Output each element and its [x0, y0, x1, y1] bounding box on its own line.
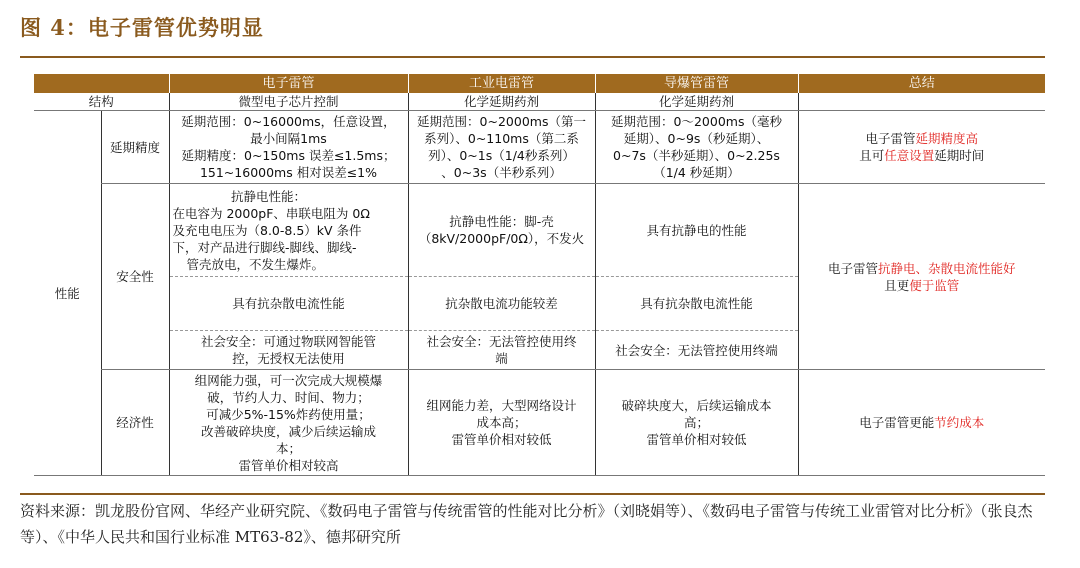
summary-text: 且更	[884, 277, 910, 293]
text-line: 0~7s（半秒延期）、0~2.25s	[613, 148, 780, 163]
economy-industrial	[408, 370, 595, 476]
header-row	[34, 74, 1045, 93]
precision-nonel	[595, 111, 798, 184]
economy-electronic	[169, 370, 408, 476]
safety-row-static	[34, 184, 1045, 277]
text-line: 延期范围：0～2000ms（毫秒	[611, 114, 782, 129]
summary-text: 且可	[859, 148, 885, 163]
safety-label: 安全性	[101, 184, 169, 370]
precision-electronic	[169, 111, 408, 184]
source-note: 资料来源：凯龙股份官网、华经产业研究院、《数码电子雷管与传统雷管的性能对比分析》（刘晓娟等）、《数码电子雷管与传统工业雷管对比分析》（张良杰等）、《中华人民共和国行业标准 MT63-82》、德邦研究所	[20, 502, 1033, 546]
text-line: 雷管单价相对较低	[451, 432, 552, 447]
text-line: 151~16000ms 相对误差≤1%	[199, 165, 378, 180]
structure-industrial: 化学延期药剂	[408, 93, 595, 111]
text-line: 端	[495, 351, 508, 366]
structure-electronic: 微型电子芯片控制	[169, 93, 408, 111]
summary-text: 电子雷管更能	[859, 415, 935, 430]
text-line: 延期范围：0~2000ms（第一	[417, 114, 586, 129]
safety-stray-industrial: 抗杂散电流功能较差	[408, 277, 595, 331]
text-line: 列）、0~1s（1/4秒系列）	[428, 148, 575, 163]
summary-highlight: 节约成本	[934, 415, 985, 430]
text-line: 社会安全：无法管控使用终	[426, 334, 577, 349]
bottom-rule	[20, 493, 1045, 495]
title-rule	[20, 56, 1045, 58]
summary-line	[802, 147, 1043, 164]
text-line: 改善破碎块度，减少后续运输成	[200, 423, 376, 439]
text-line: 下，对产品进行脚线-脚线、脚线-	[172, 239, 357, 255]
summary-line	[802, 277, 1043, 294]
safety-stray-nonel: 具有抗杂散电流性能	[595, 277, 798, 331]
text-line: 高；	[683, 415, 709, 430]
text-line: 雷管单价相对较高	[238, 457, 339, 473]
header-summary: 总结	[798, 74, 1045, 93]
safety-social-industrial	[408, 331, 595, 370]
summary-line	[802, 260, 1043, 277]
safety-summary	[798, 184, 1045, 370]
safety-static-nonel: 具有抗静电的性能	[595, 184, 798, 277]
text-line: （1/4 秒延期）	[653, 165, 740, 180]
text-line: 、0~3s（半秒系列）	[441, 165, 562, 180]
text-line: 社会安全：可通过物联网智能管	[200, 334, 376, 349]
text-line: 组网能力差，大型网络设计	[426, 398, 577, 413]
text-line: 破，节约人力、时间、物力；	[207, 389, 370, 405]
text-line: 系列）、0~110ms（第二系	[424, 131, 579, 146]
header-industrial: 工业电雷管	[408, 74, 595, 93]
structure-nonel: 化学延期药剂	[595, 93, 798, 111]
text-line: 延期）、0~9s（秒延期）、	[623, 131, 770, 146]
summary-text: 延期时间	[934, 148, 985, 163]
economy-nonel	[595, 370, 798, 476]
economy-summary	[798, 370, 1045, 476]
text-line: 抗静电性能：脚-壳	[449, 214, 554, 229]
header-electronic: 电子雷管	[169, 74, 408, 93]
header-blank	[34, 74, 169, 93]
header-nonel: 导爆管雷管	[595, 74, 798, 93]
precision-summary	[798, 111, 1045, 184]
text-line: 及充电电压为（8.0-8.5）kV 条件	[172, 222, 362, 238]
summary-highlight: 抗静电、杂散电流性能好	[878, 260, 1016, 276]
text-line: 可减少5%-15%炸药使用量；	[206, 406, 371, 422]
comparison-table	[34, 74, 1045, 476]
safety-static-electronic	[169, 184, 408, 277]
safety-social-nonel: 社会安全：无法管控使用终端	[595, 331, 798, 370]
figure-title: 图 4：电子雷管优势明显	[20, 15, 264, 40]
precision-label: 延期精度	[101, 111, 169, 184]
summary-highlight: 延期精度高	[915, 131, 979, 146]
text-line: 控，无授权无法使用	[232, 351, 345, 366]
summary-highlight: 便于监管	[909, 277, 960, 293]
text-line: （8kV/2000pF/0Ω），不发火	[418, 231, 585, 246]
precision-industrial	[408, 111, 595, 184]
text-line: 抗静电性能：	[230, 188, 306, 204]
text-line: 延期精度：0~150ms 误差≤1.5ms；	[181, 148, 396, 163]
safety-stray-electronic: 具有抗杂散电流性能	[169, 277, 408, 331]
group-label-performance: 性能	[34, 111, 101, 476]
economy-row	[34, 370, 1045, 476]
summary-text: 电子雷管	[865, 131, 916, 146]
text-line: 最小间隔1ms	[250, 131, 327, 146]
summary-text: 电子雷管	[827, 260, 878, 276]
structure-summary	[798, 93, 1045, 111]
text-line: 成本高；	[476, 415, 527, 430]
text-line: 组网能力强，可一次完成大规模爆	[194, 372, 383, 388]
summary-line	[802, 130, 1043, 147]
text-line: 管壳放电，不发生爆炸。	[186, 256, 325, 272]
text-line: 雷管单价相对较低	[646, 432, 747, 447]
safety-static-industrial	[408, 184, 595, 277]
safety-social-electronic	[169, 331, 408, 370]
text-line: 本；	[275, 440, 301, 456]
precision-row	[34, 111, 1045, 184]
summary-highlight: 任意设置	[884, 148, 935, 163]
text-line: 破碎块度大，后续运输成本	[621, 398, 772, 413]
economy-label: 经济性	[101, 370, 169, 476]
text-line: 延期范围：0~16000ms，任意设置，	[181, 114, 396, 129]
structure-row	[34, 93, 1045, 111]
structure-label: 结构	[34, 93, 169, 111]
text-line: 在电容为 2000pF、串联电阻为 0Ω	[172, 205, 370, 221]
